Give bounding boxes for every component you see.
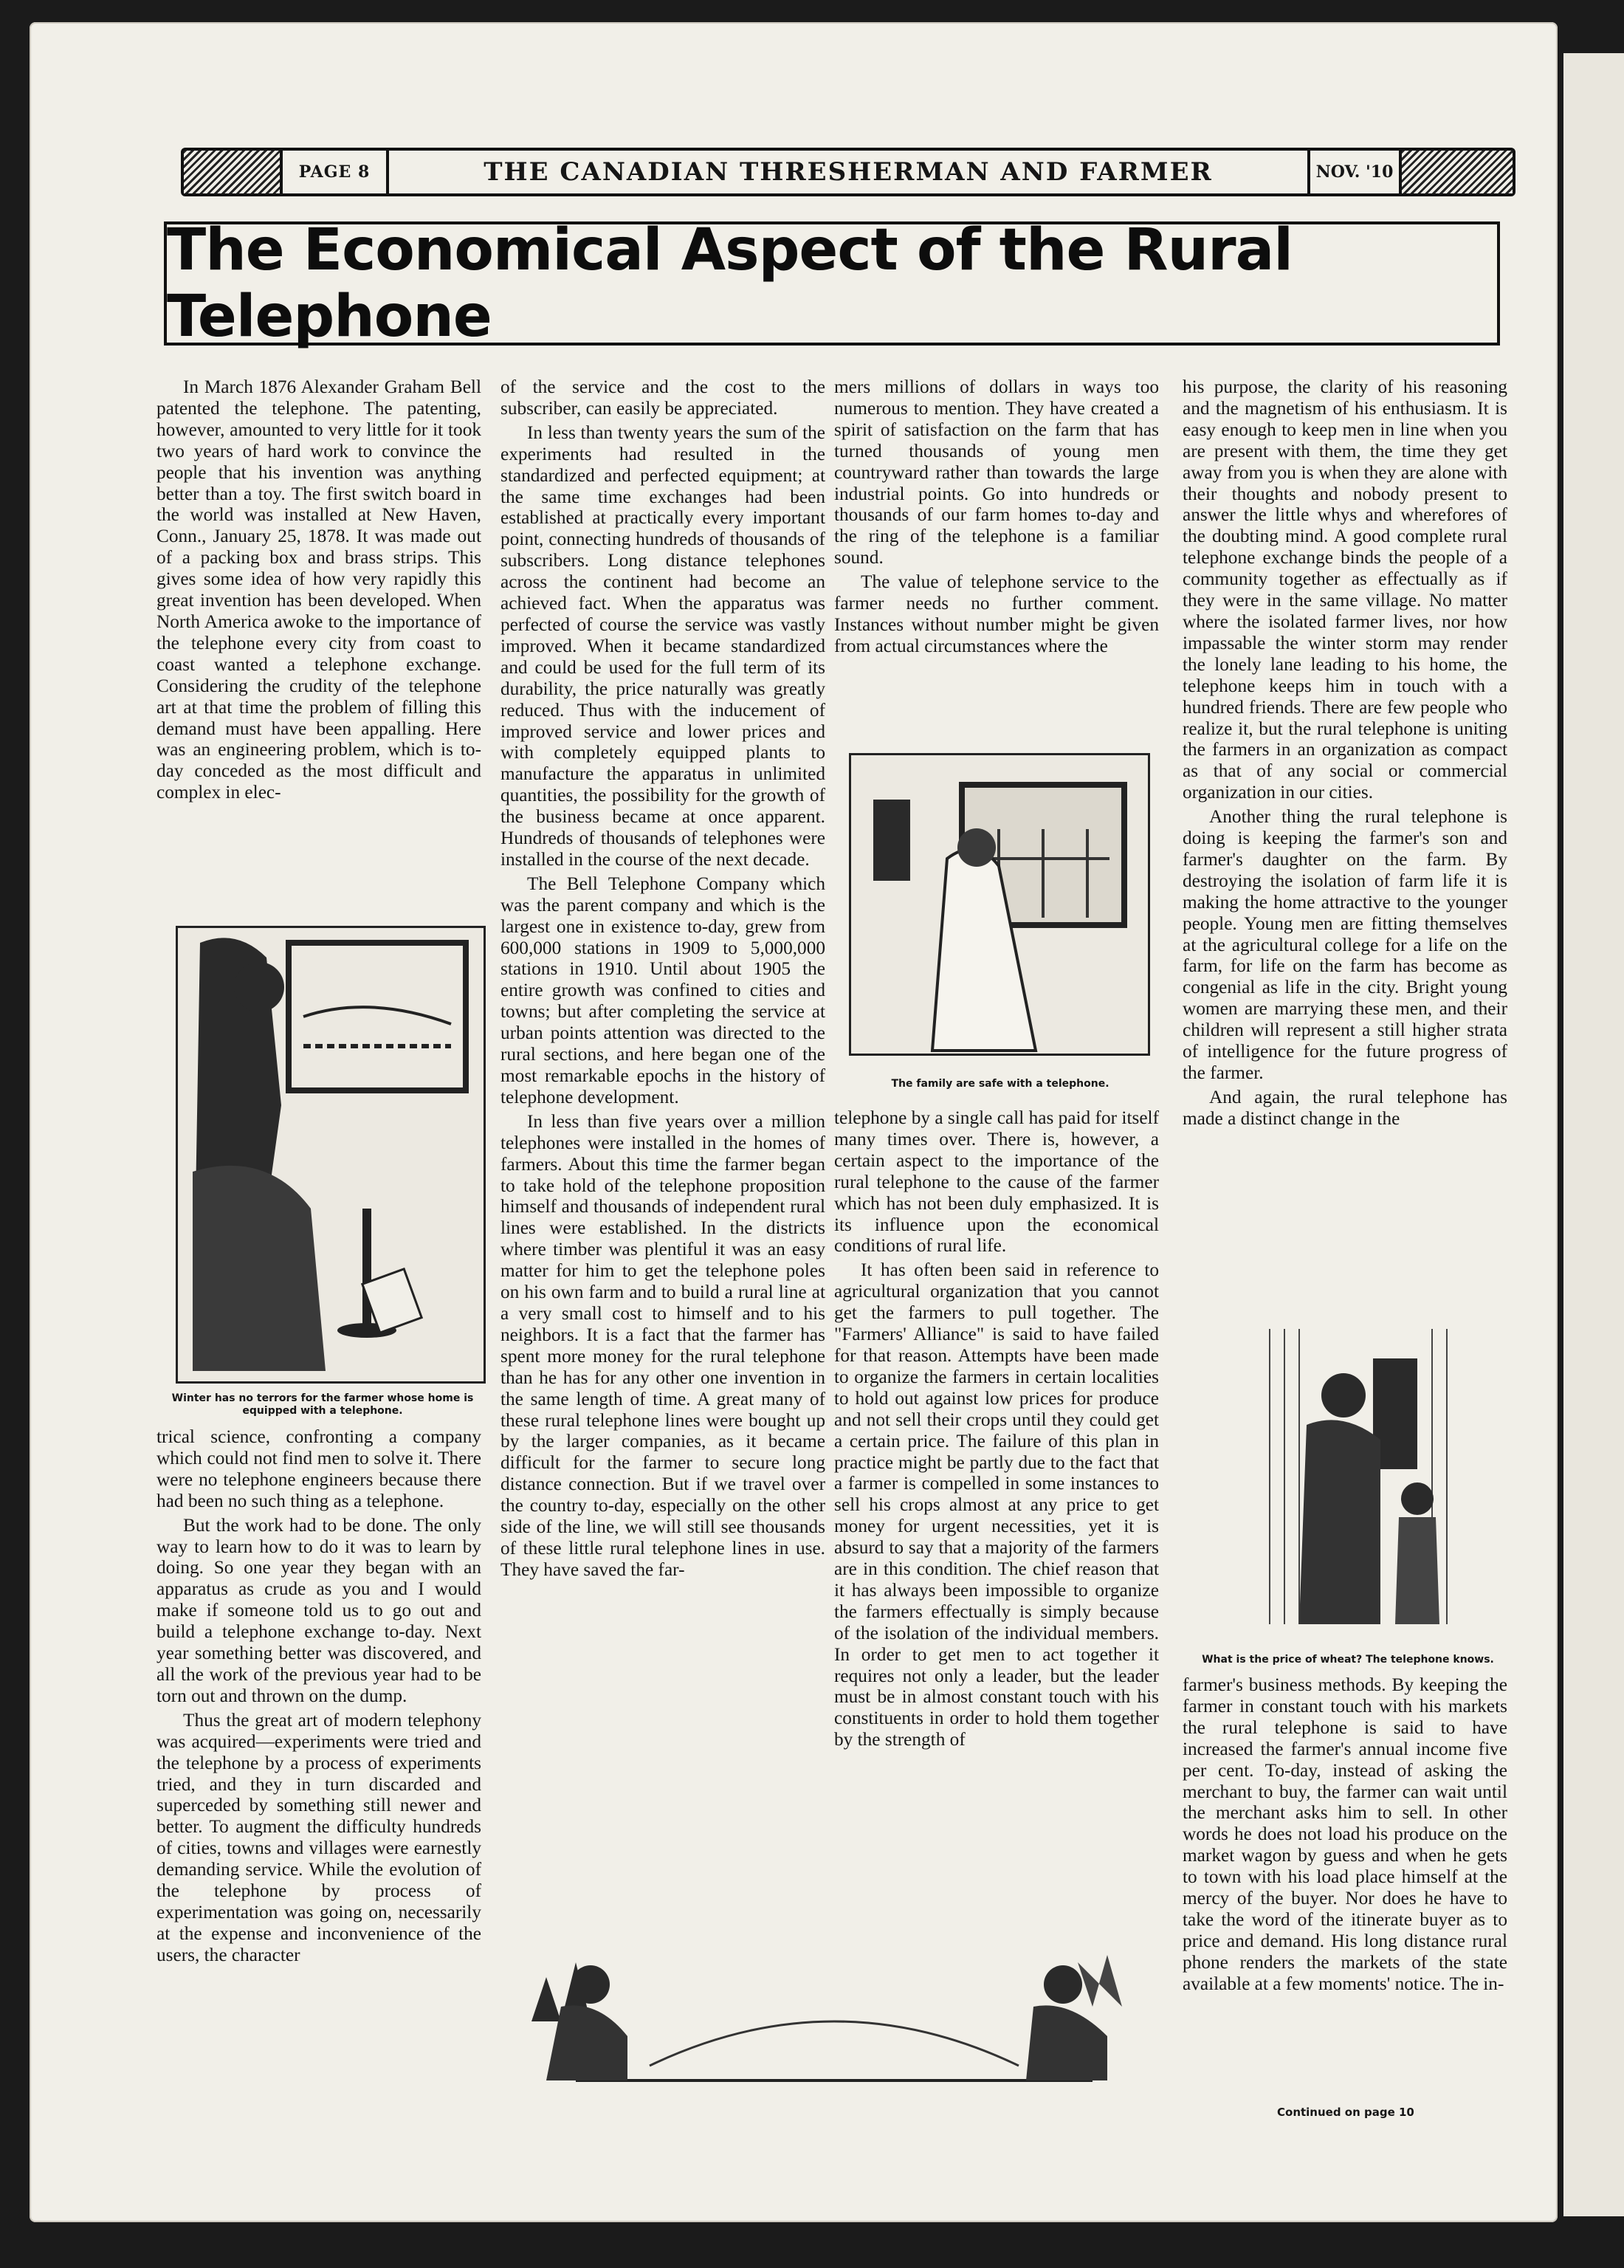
page-number: PAGE 8 [298, 162, 371, 182]
paragraph: In March 1876 Alexander Graham Bell patented the telephone. The patenting, however, amounted to very little for it took two years of hard work to convince the people that his invention was anything better than a toy. The first switch board in the world was installed at New Haven, Conn., January 25, 1878. It was made out of a packing box and brass strips. This gives some idea of how very rapidly this great invention has been developed. When North America awoke to the importance of the telephone every city from coast to coast wanted a telephone exchange. Considering the crudity of the telephone art at that time the problem of filling this demand must have been appalling. Here was an engineering problem, which is to-day conceded as the most difficult and complex in elec- [156, 377, 481, 803]
column-3-top [834, 377, 1159, 660]
paragraph: mers millions of dollars in ways too numerous to mention. They have created a spirit of satisfaction on the farm that has turned thousands of young men countryward rather than towards the large industrial points. Go into hundreds or thousands of our farm homes to-day and the ring of the telephone is a familiar sound. [834, 377, 1159, 568]
illustration-family-window [849, 753, 1150, 1056]
adjacent-page-edge [1563, 53, 1624, 2216]
paragraph: Thus the great art of modern telephony was acquired—experiments were tried and the telephone by a process of experiments tried, and they in turn discarded and superceded by something still newer and better. To augment the difficulty hundreds of cities, towns and villages were earnestly demanding service. While the evolution of the telephone by process of experimentation was going on, necessarily at the expense and inconvenience of the users, the character [156, 1709, 481, 1965]
issue-date: NOV. '10 [1315, 162, 1394, 182]
paragraph: It has often been said in reference to agricultural organization that you cannot get the farmers to pull together. The "Farmers' Alliance" is said to have failed for that reason. Attempts have been made to organize the farmers in certain localities to hold out against low prices for produce and not sell their crops until they could get a certain price. The failure of this plan in practice might be partly due to the fact that a farmer is compelled in some instances to sell his crops almost at any price to get money for urgent necessities, yet it is absurd to say that a majority of the farmers are in this condition. The chief reason that it has always been impossible to organize the farmers effectually is simply because of the isolation of the individual members. In order to get men to act together it requires not only a leader, but the leader must be in almost constant touch with his constituents in order to hold them together by the strength of [834, 1260, 1159, 1750]
masthead-ornament-right [1399, 151, 1513, 193]
paragraph: telephone by a single call has paid for itself many times over. There is, however, a certain aspect to the importance of the rural telephone to the cause of the farmer which has not been duly emphasized. It is its influence upon the economical conditions of rural life. [834, 1107, 1159, 1257]
illustration-winter-window [176, 926, 486, 1384]
caption-family: The family are safe with a telephone. [891, 1078, 1109, 1090]
long-distance-call-illustration [502, 1933, 1166, 2117]
paragraph: But the work had to be done. The only way to learn how to do it was to learn by doing. So one year they began with an apparatus as crude as you and I would make if someone told us to go out and build a telephone exchange to-day. Next year something better was discovered, and all the work of the previous year had to be torn out and thrown on the dump. [156, 1514, 481, 1706]
illustration-long-distance [502, 1933, 1166, 2117]
column-1-top [156, 377, 481, 806]
paragraph: In less than twenty years the sum of the experiments had resulted in the standardized and perfected equipment; at the same time exchanges had been established at practically every important point, connecting hundreds of thousands of subscribers. Long distance telephones across the continent had become an achieved fact. When the apparatus was perfected of course the service was vastly improved. When it became standardized and could be used for the full term of its durability, the price naturally was greatly reduced. Thus with the inducement of improved service and lower prices and with completely equipped plants to manufacture the apparatus in unlimited quantities, the possibility for the growth of the business became at once apparent. Hundreds of thousands of telephones were installed in the course of the next decade. [500, 422, 825, 870]
paragraph: In less than five years over a million telephones were installed in the homes of farmers. About this time the farmer began to take hold of the telephone proposition himself and thousands of independent rural lines were established. In the districts where timber was plentiful it was an easy matter for him to get the telephone poles on his own farm and to build a rural line at a very small cost to himself and to his neighbors. It is a fact that the farmer has spent more money for the rural telephone than he has for any other one invention in the same length of time. A great many of these rural telephone lines were bought up by the larger companies, as it became difficult for the farmer to secure long distance connection. But if we travel over the country to-day, especially on the other side of the line, we will still see thousands of these little rural telephone lines in use. They have saved the far- [500, 1110, 825, 1580]
headline-box [164, 217, 1500, 350]
caption-wheat: What is the price of wheat? The telephone knows. [1202, 1654, 1494, 1666]
woman-at-telephone-illustration [851, 755, 1148, 1054]
publication-title: THE CANADIAN THRESHERMAN AND FARMER [386, 151, 1310, 193]
column-4-bottom [1183, 1674, 1507, 1998]
illustration-wheat-price [1255, 1329, 1476, 1639]
paragraph: farmer's business methods. By keeping the farmer in constant touch with his markets the rural telephone is said to have increased the farmer's annual income five per cent. To-day, instead of asking the merchant to buy, the farmer can wait until the merchant asks him to sell. In other words he does not load his produce on the market wagon by guess and when he gets to town with his load place himself at the mercy of the buyer. Nor does he have to take the word of the itinerate buyer as to price and demand. His long distance rural phone renders the markets of the state available at a few moments' notice. The in- [1183, 1674, 1507, 1994]
continued-notice: Continued on page 10 [1277, 2106, 1414, 2119]
caption-winter: Winter has no terrors for the farmer whose home is equipped with a telephone. [171, 1392, 474, 1417]
masthead-ornament-left [184, 151, 283, 193]
paragraph: The Bell Telephone Company which was the parent company and which is the largest one in existence to-day, grew from 600,000 stations in 1909 to 5,000,000 stations in 1910. Until about 1905 the entire growth was confined to cities and towns; but after completing the service at urban points attention was directed to the rural sections, and here began one of the most remarkable epochs in the history of telephone development. [500, 873, 825, 1107]
farmer-at-window-illustration [178, 928, 484, 1381]
column-1-bottom [156, 1426, 481, 1969]
column-4-top [1183, 377, 1507, 1133]
paragraph: The value of telephone service to the farmer needs no further comment. Instances without number might be given from actual circumstances where the [834, 571, 1159, 656]
paragraph: Another thing the rural telephone is doing is keeping the farmer's son and farmer's daughter on the farm. By destroying the isolation of farm life it is making the home attractive to the younger people. Young men are fitting themselves at the agricultural college for a life on the farm, for life on the farm has become as congenial as life in the city. Bright young women are marrying these men, and their children will represent a still higher strata of intelligence for the future progress of the farmer. [1183, 806, 1507, 1083]
masthead [181, 148, 1515, 196]
paragraph: And again, the rural telephone has made a distinct change in the [1183, 1086, 1507, 1129]
column-3-bottom [834, 1107, 1159, 1753]
paragraph: of the service and the cost to the subscriber, can easily be appreciated. [500, 377, 825, 419]
paragraph: trical science, confronting a company which could not find men to solve it. There were no telephone engineers because there had been no such thing as a telephone. [156, 1426, 481, 1511]
paragraph: his purpose, the clarity of his reasoning and the magnetism of his enthusiasm. It is easy enough to keep men in line when you are present with them, the time they get away from you is when they are alone with their thoughts and nobody present to answer the little whys and wherefores of the doubting mind. A good complete rural telephone exchange binds the people of a community together as effectually as if they were in the same village. No matter where the isolated farmer lives, nor how impassable the winter storm may render the lonely lane leading to his home, the telephone keeps him in touch with a hundred friends. There are few people who realize it, but the rural telephone is uniting the farmers in an organization as compact as that of any social or commercial organization in our cities. [1183, 377, 1507, 803]
column-2 [500, 377, 825, 1584]
man-and-boy-telephone-illustration [1255, 1329, 1476, 1639]
article-headline: The Economical Aspect of the Rural Telephone [167, 217, 1293, 350]
